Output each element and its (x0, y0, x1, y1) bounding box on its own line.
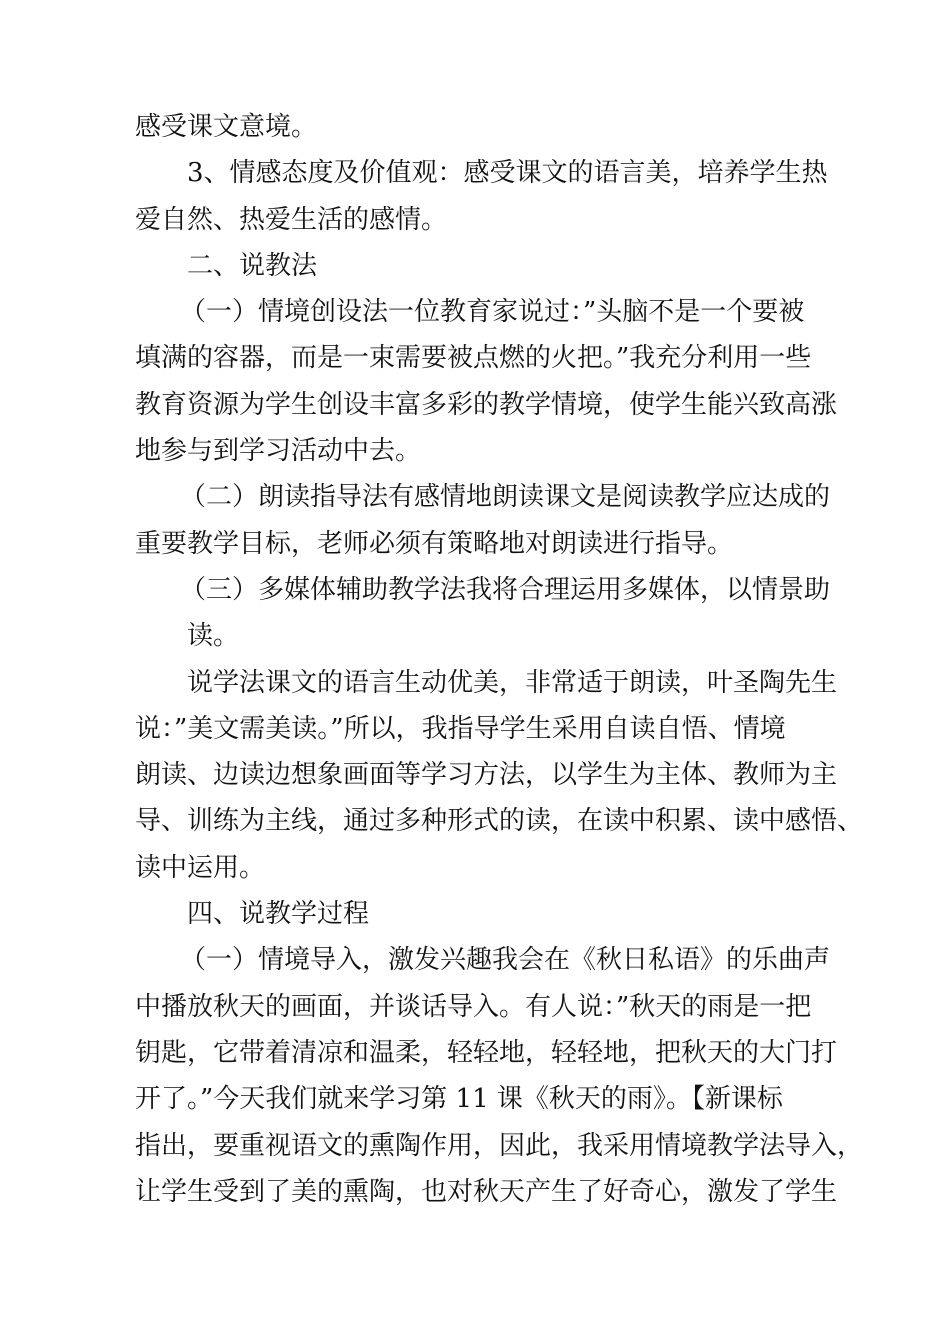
text-line: 教育资源为学生创设丰富多彩的教学情境，使学生能兴致高涨 (135, 389, 838, 420)
text-line: （三）多媒体辅助教学法我将合理运用多媒体，以情景助 (180, 574, 831, 605)
text-line: 钥匙，它带着清凉和温柔，轻轻地，轻轻地，把秋天的大门打 (135, 1037, 838, 1068)
text-line: 说：”美文需美读。”所以，我指导学生采用自读自悟、情境 (135, 713, 786, 744)
text-line: 中播放秋天的画面，并谈话导入。有人说：”秋天的雨是一把 (135, 991, 812, 1022)
text-line: 指出，要重视语文的熏陶作用，因此，我采用情境教学法导入， (135, 1130, 864, 1161)
text-line: 3、情感态度及价值观：感受课文的语言美，培养学生热 (187, 158, 828, 189)
text-line: 开了。”今天我们就来学习第 11 课《秋天的雨》。【新课标 (135, 1084, 783, 1115)
text-line: 地参与到学习活动中去。 (135, 436, 422, 467)
text-line: 读中运用。 (135, 852, 266, 883)
text-line: 读。 (187, 621, 240, 652)
text-line: （一）情境创设法一位教育家说过：”头脑不是一个要被 (180, 297, 805, 328)
section-heading: 四、说教学过程 (187, 899, 370, 930)
text-line: 重要教学目标，老师必须有策略地对朗读进行指导。 (135, 528, 734, 559)
text-line: 爱自然、热爱生活的感情。 (135, 204, 448, 235)
text-line: 朗读、边读边想象画面等学习方法，以学生为主体、教师为主 (135, 760, 838, 791)
text-line: 填满的容器，而是一束需要被点燃的火把。”我充分利用一些 (135, 343, 812, 374)
section-heading: 二、说教法 (187, 250, 318, 281)
body-text (135, 104, 864, 1215)
text-line: （二）朗读指导法有感情地朗读课文是阅读教学应达成的 (180, 482, 831, 513)
text-line: 导、训练为主线，通过多种形式的读，在读中积累、读中感悟、 (135, 806, 864, 837)
text-line: 感受课文意境。 (135, 112, 318, 142)
text-line: （一）情境导入，激发兴趣我会在《秋日私语》的乐曲声 (180, 945, 831, 976)
text-line: 说学法课文的语言生动优美，非常适于朗读，叶圣陶先生 (187, 667, 838, 698)
text-line: 让学生受到了美的熏陶，也对秋天产生了好奇心，激发了学生 (135, 1176, 838, 1207)
